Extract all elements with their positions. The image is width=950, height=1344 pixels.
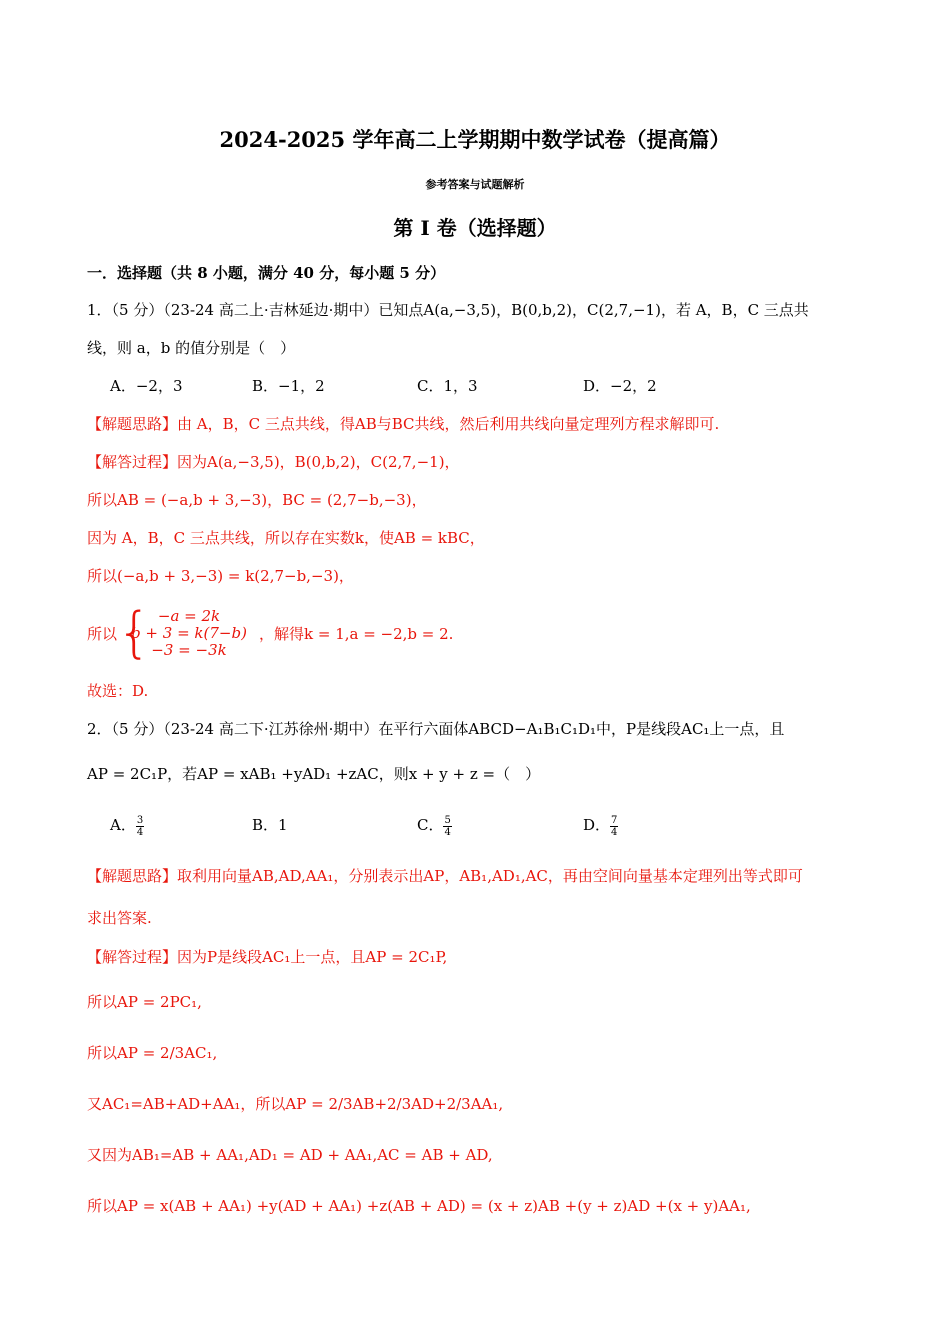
q1-option-c: C．1，3 <box>417 377 478 395</box>
q1-thought: 【解题思路】由 A，B，C 三点共线，得AB与BC共线，然后利用共线向量定理列方程求解即可. <box>87 415 720 433</box>
q2-option-d-num: 7 <box>611 814 618 826</box>
q2-option-d-fraction <box>610 815 618 838</box>
q1-eq-2: b + 3 = k(7−b) <box>131 624 247 642</box>
q2-option-a <box>110 813 144 838</box>
q2-stem-line2: AP = 2C₁P，若AP = xAB₁ +yAD₁ +zAC，则x + y + z =（ ） <box>87 765 541 783</box>
q2-process-3: 所以AP = 2/3AC₁, <box>87 1044 218 1062</box>
q2-option-a-letter: A． <box>110 816 136 834</box>
q2-option-a-num: 3 <box>136 814 144 826</box>
q1-answer: 故选：D. <box>87 682 149 700</box>
q1-system-lines <box>129 608 249 659</box>
q2-option-c-fraction <box>443 815 451 838</box>
q2-option-d-den: 4 <box>611 826 618 838</box>
q1-option-a: A．−2，3 <box>110 377 183 395</box>
q2-process-1: 【解答过程】因为P是线段AC₁上一点，且AP = 2C₁P, <box>87 948 448 966</box>
q2-thought-line2: 求出答案. <box>87 909 152 927</box>
section-heading: 第 I 卷（选择题） <box>393 216 557 240</box>
q2-option-a-den: 4 <box>136 826 144 838</box>
q1-system-label: 所以 <box>87 625 118 643</box>
q2-process-6: 所以AP = x(AB + AA₁) +y(AD + AA₁) +z(AB + AD) = (x + z)AB +(y + z)AD +(x + y)AA₁, <box>87 1197 751 1215</box>
q2-process-2: 所以AP = 2PC₁, <box>87 993 202 1011</box>
q2-thought-line1: 【解题思路】取利用向量AB,AD,AA₁，分别表示出AP，AB₁,AD₁,AC，再由空间向量基本定理列出等式即可 <box>87 867 803 885</box>
q2-process-5: 又因为AB₁=AB + AA₁,AD₁ = AD + AA₁,AC = AB + AD, <box>87 1146 493 1164</box>
q2-option-c <box>417 813 452 838</box>
q2-option-a-fraction <box>136 815 144 838</box>
q1-stem-line1: 1．（5 分）（23-24 高二上·吉林延边·期中）已知点A(a,−3,5)，B(0,b,2)，C(2,7,−1)，若 A，B，C 三点共 <box>87 301 809 319</box>
q1-process-2: 所以AB = (−a,b + 3,−3)，BC = (2,7−b,−3)， <box>87 491 427 509</box>
q2-option-b-letter: B． <box>252 816 279 834</box>
q2-stem-line1: 2．（5 分）（23-24 高二下·江苏徐州·期中）在平行六面体ABCD−A₁B₁C₁D₁中，P是线段AC₁上一点，且 <box>87 720 785 738</box>
q2-process-4: 又AC₁=AB+AD+AA₁，所以AP = 2/3AB+2/3AD+2/3AA₁, <box>87 1095 504 1113</box>
q2-option-b <box>252 813 288 837</box>
page-title: 2024-2025 学年高二上学期期中数学试卷（提高篇） <box>219 127 731 152</box>
left-brace-icon: { <box>117 601 152 664</box>
q1-system-result: ，解得k = 1,a = −2,b = 2. <box>259 625 454 643</box>
q1-eq-3: −3 = −3k <box>151 641 227 659</box>
q2-option-c-den: 4 <box>444 826 451 838</box>
q2-option-d <box>583 813 618 838</box>
q1-process-3: 因为 A，B，C 三点共线，所以存在实数k，使AB = kBC， <box>87 529 485 547</box>
q2-option-c-letter: C． <box>417 816 444 834</box>
q1-option-d: D．−2，2 <box>583 377 657 395</box>
q1-option-b: B．−1，2 <box>252 377 325 395</box>
page-subtitle: 参考答案与试题解析 <box>425 178 525 191</box>
part-heading: 一．选择题（共 8 小题，满分 40 分，每小题 5 分） <box>87 264 446 282</box>
q1-eq-1: −a = 2k <box>157 607 221 625</box>
q2-option-b-value: 1 <box>278 816 288 834</box>
q1-process-4: 所以(−a,b + 3,−3) = k(2,7−b,−3)， <box>87 567 354 585</box>
q1-stem-line2: 线，则 a，b 的值分别是（ ） <box>87 339 296 357</box>
q2-option-c-num: 5 <box>444 814 451 826</box>
q2-option-d-letter: D． <box>583 816 611 834</box>
q1-process-1: 【解答过程】因为A(a,−3,5)，B(0,b,2)，C(2,7,−1)， <box>87 453 460 471</box>
